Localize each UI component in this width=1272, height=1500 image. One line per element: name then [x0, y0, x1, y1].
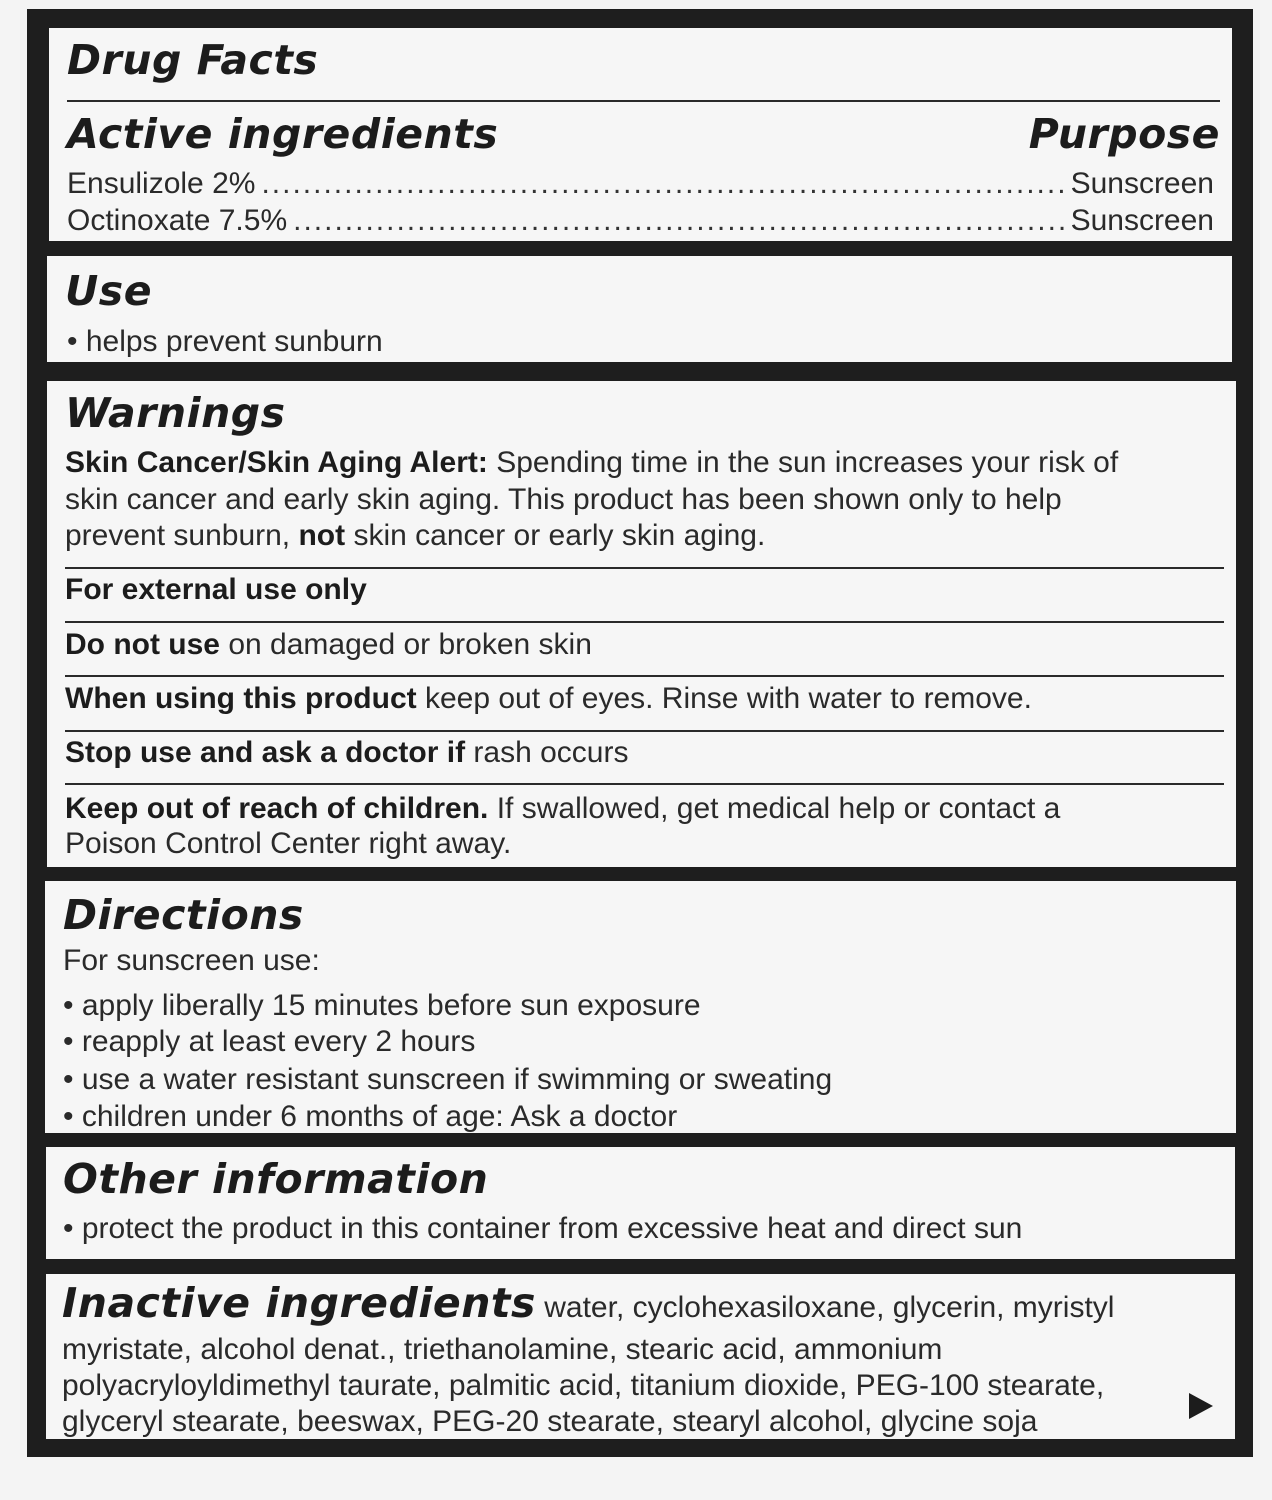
drug-facts-label [27, 9, 1253, 1457]
directions-item: • apply liberally 15 minutes before sun exposure [63, 989, 701, 1022]
purpose-heading: Purpose [1028, 110, 1220, 158]
warnings-divider [65, 621, 1224, 623]
other-information-heading: Other information [63, 1155, 489, 1203]
ingredient-name: Octinoxate 7.5% [67, 204, 288, 237]
alert-label: Skin Cancer/Skin Aging Alert: [65, 446, 488, 479]
warnings-divider [65, 783, 1224, 785]
continue-arrow-icon [1189, 1393, 1213, 1419]
warnings-divider [65, 730, 1224, 732]
ingredient-purpose: Sunscreen [1070, 167, 1214, 200]
keep-out-label: Keep out of reach of children. [65, 792, 489, 825]
inactive-ingredients-line: polyacryloyldimethyl taurate, palmitic acid, titanium dioxide, PEG-100 stearate, [62, 1369, 1105, 1402]
use-heading: Use [65, 267, 153, 315]
when-using-label: When using this product [65, 682, 417, 715]
drug-facts-title: Drug Facts [67, 36, 319, 84]
do-not-use-label: Do not use [65, 628, 220, 661]
stop-use-line [65, 735, 628, 771]
skin-cancer-alert-line [65, 445, 1118, 481]
directions-heading: Directions [63, 891, 304, 939]
inactive-ingredients-heading: Inactive ingredients [62, 1279, 536, 1327]
do-not-use-line [65, 627, 592, 663]
active-ingredients-heading: Active ingredients [67, 110, 499, 158]
warnings-divider [65, 675, 1224, 677]
active-ingredients-panel [49, 28, 1232, 241]
warnings-panel [47, 381, 1236, 867]
leader-dots [261, 167, 1064, 201]
use-item: • helps prevent sunburn [67, 325, 383, 358]
inactive-ingredients-line [62, 1279, 1115, 1331]
keep-out-line [65, 791, 1060, 827]
title-rule [67, 100, 1220, 102]
external-use-line: For external use only [65, 573, 367, 606]
stop-use-text: rash occurs [465, 736, 629, 769]
other-information-panel [46, 1147, 1235, 1259]
alert-text-line [65, 518, 765, 554]
directions-panel [45, 881, 1236, 1133]
stop-use-label: Stop use and ask a doctor if [65, 736, 466, 769]
alert-emphasis: not [298, 519, 346, 552]
alert-text-line: skin cancer and early skin aging. This product has been shown only to help [65, 483, 1062, 516]
ingredient-purpose: Sunscreen [1070, 204, 1214, 237]
keep-out-text: If swallowed, get medical help or contact a [488, 792, 1061, 825]
ingredient-row [67, 204, 1214, 238]
alert-text: Spending time in the sun increases your risk of [487, 446, 1119, 479]
warnings-heading: Warnings [65, 389, 286, 437]
keep-out-line: Poison Control Center right away. [65, 827, 512, 860]
inactive-ingredients-text: water, cyclohexasiloxane, glycerin, myristyl [535, 1291, 1115, 1324]
warnings-divider [65, 567, 1224, 569]
inactive-ingredients-panel [46, 1274, 1235, 1439]
inactive-ingredients-line: myristate, alcohol denat., triethanolamine, stearic acid, ammonium [62, 1333, 943, 1366]
directions-item: • children under 6 months of age: Ask a doctor [63, 1100, 678, 1133]
ingredient-row [67, 167, 1214, 201]
do-not-use-text: on damaged or broken skin [220, 628, 592, 661]
use-panel [47, 256, 1232, 362]
when-using-line [65, 681, 1032, 717]
leader-dots [293, 204, 1064, 238]
inactive-ingredients-line: glyceryl stearate, beeswax, PEG-20 stearate, stearyl alcohol, glycine soja [62, 1405, 1038, 1438]
directions-item: • reapply at least every 2 hours [63, 1025, 476, 1058]
other-information-item: • protect the product in this container from excessive heat and direct sun [63, 1212, 1023, 1245]
ingredient-name: Ensulizole 2% [67, 167, 256, 200]
alert-text: prevent sunburn, [65, 519, 299, 552]
when-using-text: keep out of eyes. Rinse with water to remove. [416, 682, 1032, 715]
alert-text: skin cancer or early skin aging. [345, 519, 766, 552]
directions-item: • use a water resistant sunscreen if swimming or sweating [63, 1063, 833, 1096]
directions-intro: For sunscreen use: [63, 944, 320, 977]
